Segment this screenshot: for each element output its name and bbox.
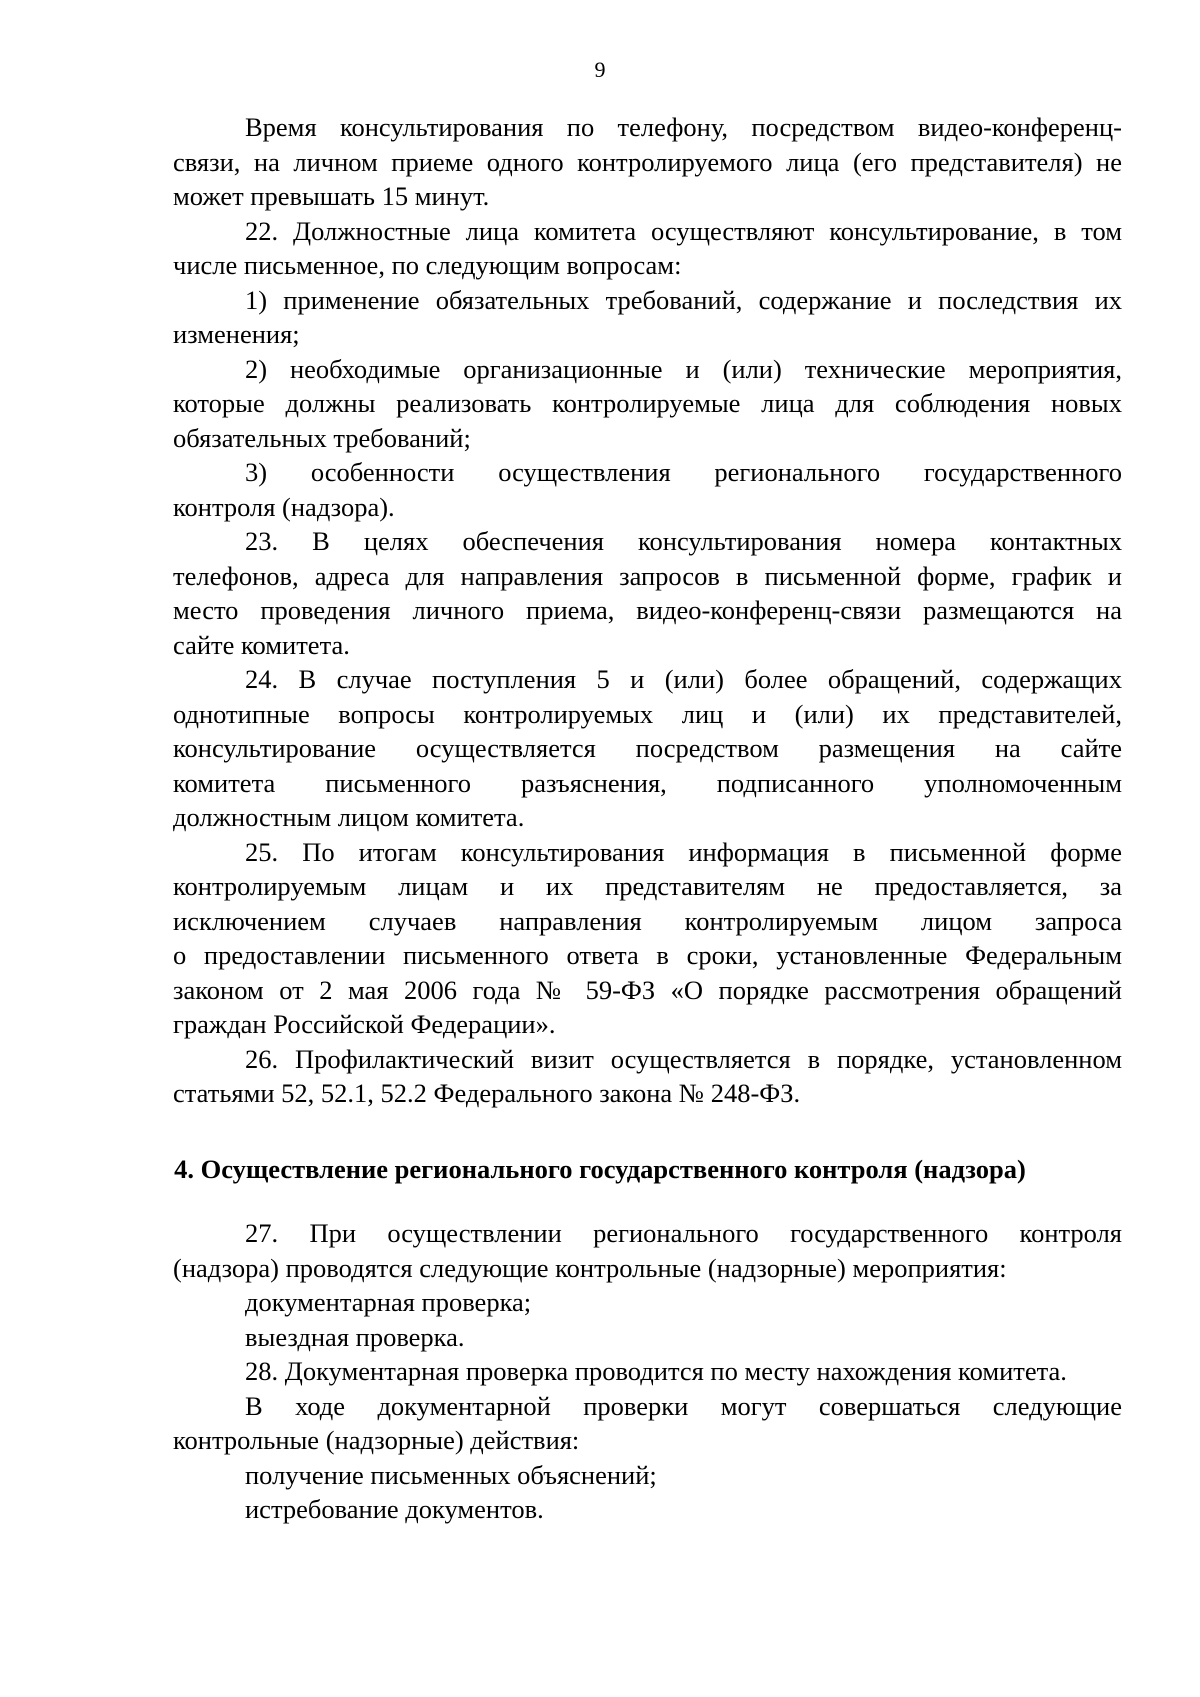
text-line: (надзора) проводятся следующие контрольные (надзорные) мероприятия:	[173, 1252, 1007, 1283]
text-line: получение письменных объяснений;	[245, 1459, 657, 1490]
text-line: однотипные вопросы контролируемых лиц и (или) их представителей,	[173, 698, 1122, 729]
paragraph	[173, 283, 1122, 352]
text-line: контроля (надзора).	[173, 491, 395, 522]
paragraph	[173, 835, 1122, 1042]
text-line: контрольные (надзорные) действия:	[173, 1425, 580, 1455]
text-line: выездная проверка.	[245, 1321, 465, 1352]
paragraph	[173, 1042, 1122, 1111]
paragraph	[173, 352, 1122, 456]
text-line: Время консультирования по телефону, посредством видео-конференц-	[245, 112, 1122, 142]
text-line: 26. Профилактический визит осуществляется в порядке, установленном	[245, 1043, 1122, 1074]
text-line: может превышать 15 минут.	[173, 181, 490, 211]
paragraph	[173, 110, 1122, 214]
text-line: истребование документов.	[245, 1494, 544, 1524]
text-line: 27. При осуществлении регионального государственного контроля	[245, 1218, 1122, 1248]
text-line: 25. По итогам консультирования информация в письменной форме	[245, 836, 1122, 867]
paragraph	[173, 455, 1122, 524]
text-line: телефонов, адреса для направления запросов в письменной форме, график и	[173, 560, 1122, 591]
text-line: 23. В целях обеспечения консультирования номера контактных	[245, 526, 1122, 556]
text-line: статьями 52, 52.1, 52.2 Федерального закона № 248-ФЗ.	[173, 1078, 801, 1108]
section-heading: 4. Осуществление регионального государственного контроля (надзора)	[174, 1154, 1026, 1184]
document-body-section-3	[173, 110, 1122, 1111]
text-line: связи, на личном приеме одного контролируемого лица (его представителя) не	[173, 146, 1122, 177]
text-line: изменения;	[173, 319, 300, 349]
text-line: граждан Российской Федерации».	[173, 1009, 556, 1039]
text-line: комитета письменного разъяснения, подписанного уполномоченным	[173, 767, 1122, 798]
paragraph	[173, 1354, 1122, 1389]
paragraph	[173, 1285, 1122, 1320]
paragraph	[173, 1458, 1122, 1493]
text-line: о предоставлении письменного ответа в сроки, установленные Федеральным	[173, 940, 1122, 970]
text-line: 1) применение обязательных требований, содержание и последствия их	[245, 284, 1122, 315]
document-body-section-4	[173, 1216, 1122, 1527]
text-line: которые должны реализовать контролируемые лица для соблюдения новых	[173, 388, 1122, 418]
text-line: должностным лицом комитета.	[173, 802, 525, 832]
text-line: обязательных требований;	[173, 422, 471, 453]
paragraph	[173, 524, 1122, 662]
text-line: сайте комитета.	[173, 629, 350, 660]
text-line: исключением случаев направления контролируемым лицом запроса	[173, 905, 1122, 936]
text-line: консультирование осуществляется посредством размещения на сайте	[173, 733, 1122, 763]
text-line: законом от 2 мая 2006 года № 59-ФЗ «О порядке рассмотрения обращений	[173, 974, 1122, 1005]
paragraph	[173, 1320, 1122, 1355]
paragraph	[173, 662, 1122, 835]
text-line: В ходе документарной проверки могут совершаться следующие	[245, 1390, 1122, 1421]
text-line: 22. Должностные лица комитета осуществляют консультирование, в том	[245, 215, 1122, 246]
text-line: 2) необходимые организационные и (или) технические мероприятия,	[245, 353, 1122, 384]
paragraph	[173, 1216, 1122, 1285]
text-line: числе письменное, по следующим вопросам:	[173, 250, 682, 280]
text-line: контролируемым лицам и их представителям не предоставляется, за	[173, 871, 1122, 901]
text-line: место проведения личного приема, видео-конференц-связи размещаются на	[173, 595, 1122, 625]
page-number: 9	[594, 57, 606, 82]
paragraph	[173, 1492, 1122, 1527]
text-line: 28. Документарная проверка проводится по месту нахождения комитета.	[245, 1356, 1067, 1386]
paragraph	[173, 214, 1122, 283]
text-line: 24. В случае поступления 5 и (или) более обращений, содержащих	[245, 664, 1122, 694]
text-line: 3) особенности осуществления регионального государственного	[245, 457, 1122, 487]
text-line: документарная проверка;	[245, 1287, 532, 1317]
paragraph	[173, 1389, 1122, 1458]
